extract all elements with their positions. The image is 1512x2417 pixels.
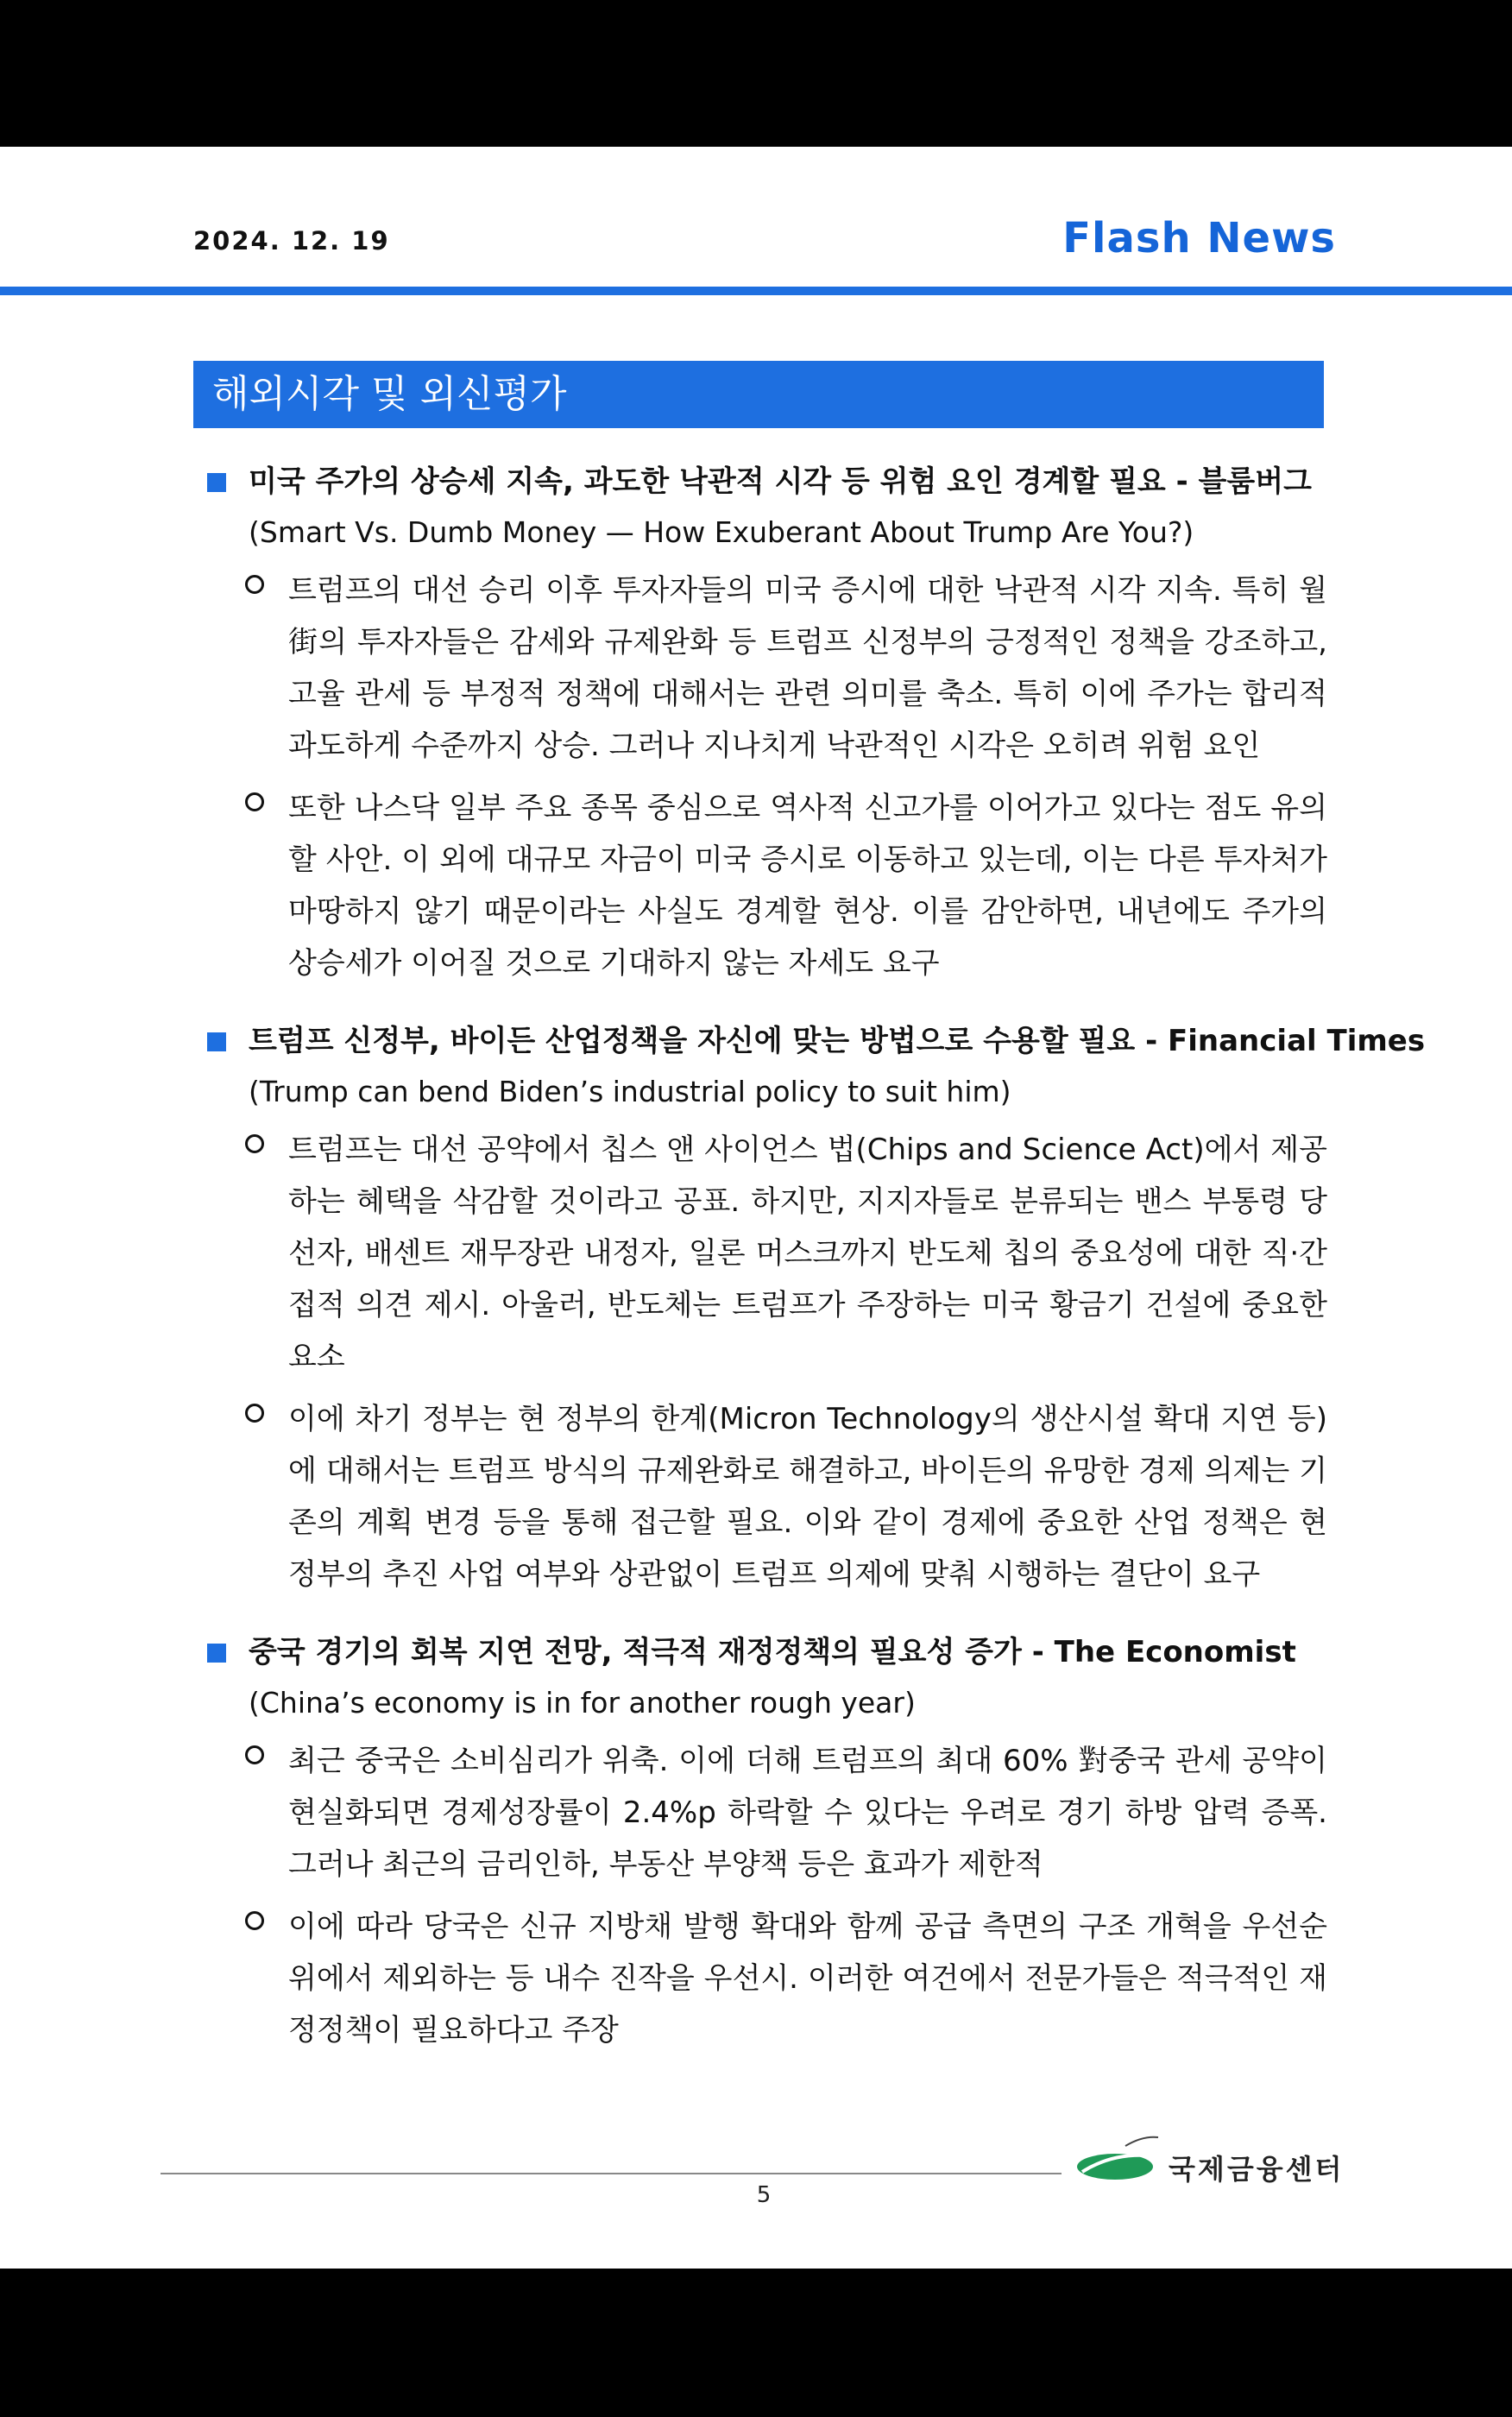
circle-bullet-icon <box>245 1134 264 1153</box>
organization-logo-icon <box>1074 2134 1160 2186</box>
circle-bullet-icon <box>245 792 264 811</box>
news-item <box>0 456 1512 989</box>
paragraph-text: 트럼프는 대선 공약에서 칩스 앤 사이언스 법(Chips and Science Act)에서 제공하는 혜택을 삭감할 것이라고 공표. 하지만, 지지자들로 분류되는 밴스 부통령 당선자, 배센트 재무장관 내정자, 일론 머스크까지 반도체 칩의 중요성에 대한 직·간접적 의견 제시. 아울러, 반도체는 트럼프가 주장하는 미국 황금기 건설에 중요한 요소 <box>288 1133 1327 1374</box>
paragraph-text: 최근 중국은 소비심리가 위축. 이에 더해 트럼프의 최대 60% 對중국 관세 공약이 현실화되면 경제성장률이 2.4%p 하락할 수 있다는 우려로 경기 하방 압력 증폭. 그러나 최근의 금리인하, 부동산 부양책 등은 효과가 제한적 <box>288 1744 1327 1882</box>
square-bullet-icon <box>207 1644 226 1663</box>
news-item-source-title: (China’s economy is in for another rough year) <box>249 1686 916 1720</box>
news-paragraph <box>0 1124 1512 1383</box>
square-bullet-icon <box>207 473 226 492</box>
paragraph-text: 트럼프의 대선 승리 이후 투자자들의 미국 증시에 대한 낙관적 시각 지속. 특히 월街의 투자자들은 감세와 규제완화 등 트럼프 신정부의 긍정적인 정책을 강조하고, 고율 관세 등 부정적 정책에 대해서는 관련 의미를 축소. 특히 이에 주가는 합리적 과도하게 수준까지 상승. 그러나 지나치게 낙관적인 시각은 오히려 위험 요인 <box>288 573 1327 763</box>
paragraph-text: 또한 나스닥 일부 주요 종목 중심으로 역사적 신고가를 이어가고 있다는 점도 유의할 사안. 이 외에 대규모 자금이 미국 증시로 이동하고 있는데, 이는 다른 투자처가 마땅하지 않기 때문이라는 사실도 경계할 현상. 이를 감안하면, 내년에도 주가의 상승세가 이어질 것으로 기대하지 않는 자세도 요구 <box>288 791 1327 981</box>
organization-name: 국제금융센터 <box>1169 2153 1345 2186</box>
header-divider <box>0 287 1512 295</box>
document-page <box>0 147 1512 2269</box>
report-date: 2024. 12. 19 <box>193 226 390 256</box>
section-heading: 해외시각 및 외신평가 <box>193 361 1324 428</box>
news-item-source-title: (Smart Vs. Dumb Money — How Exuberant About Trump Are You?) <box>249 515 1194 549</box>
circle-bullet-icon <box>245 575 264 594</box>
news-item-source-title: (Trump can bend Biden’s industrial policy to suit him) <box>249 1075 1011 1108</box>
article-list <box>0 456 1512 2082</box>
square-bullet-icon <box>207 1032 226 1051</box>
circle-bullet-icon <box>245 1745 264 1764</box>
news-item-title: 미국 주가의 상승세 지속, 과도한 낙관적 시각 등 위험 요인 경계할 필요 - 블룸버그 <box>249 464 1312 499</box>
news-paragraph <box>0 1901 1512 2056</box>
news-item <box>0 1015 1512 1600</box>
news-paragraph <box>0 1393 1512 1600</box>
news-item <box>0 1626 1512 2056</box>
footer-divider <box>161 2173 1062 2174</box>
news-item-title: 중국 경기의 회복 지연 전망, 적극적 재정정책의 필요성 증가 - The Economist <box>249 1635 1296 1669</box>
paragraph-text: 이에 차기 정부는 현 정부의 한계(Micron Technology의 생산시설 확대 지연 등)에 대해서는 트럼프 방식의 규제완화로 해결하고, 바이든의 유망한 경제 의제는 기존의 계획 변경 등을 통해 접근할 필요. 이와 같이 경제에 중요한 산업 정책은 현 정부의 추진 사업 여부와 상관없이 트럼프 의제에 맞춰 시행하는 결단이 요구 <box>288 1402 1327 1592</box>
news-item-title: 트럼프 신정부, 바이든 산업정책을 자신에 맞는 방법으로 수용할 필요 - Financial Times <box>249 1024 1426 1058</box>
news-paragraph <box>0 565 1512 772</box>
circle-bullet-icon <box>245 1911 264 1930</box>
paragraph-text: 이에 따라 당국은 신규 지방채 발행 확대와 함께 공급 측면의 구조 개혁을 우선순위에서 제외하는 등 내수 진작을 우선시. 이러한 여건에서 전문가들은 적극적인 재정정책이 필요하다고 주장 <box>288 1909 1327 2048</box>
publication-title: Flash News <box>1062 214 1336 262</box>
news-paragraph <box>0 782 1512 989</box>
page-number: 5 <box>756 2182 772 2208</box>
circle-bullet-icon <box>245 1404 264 1423</box>
news-paragraph <box>0 1735 1512 1890</box>
